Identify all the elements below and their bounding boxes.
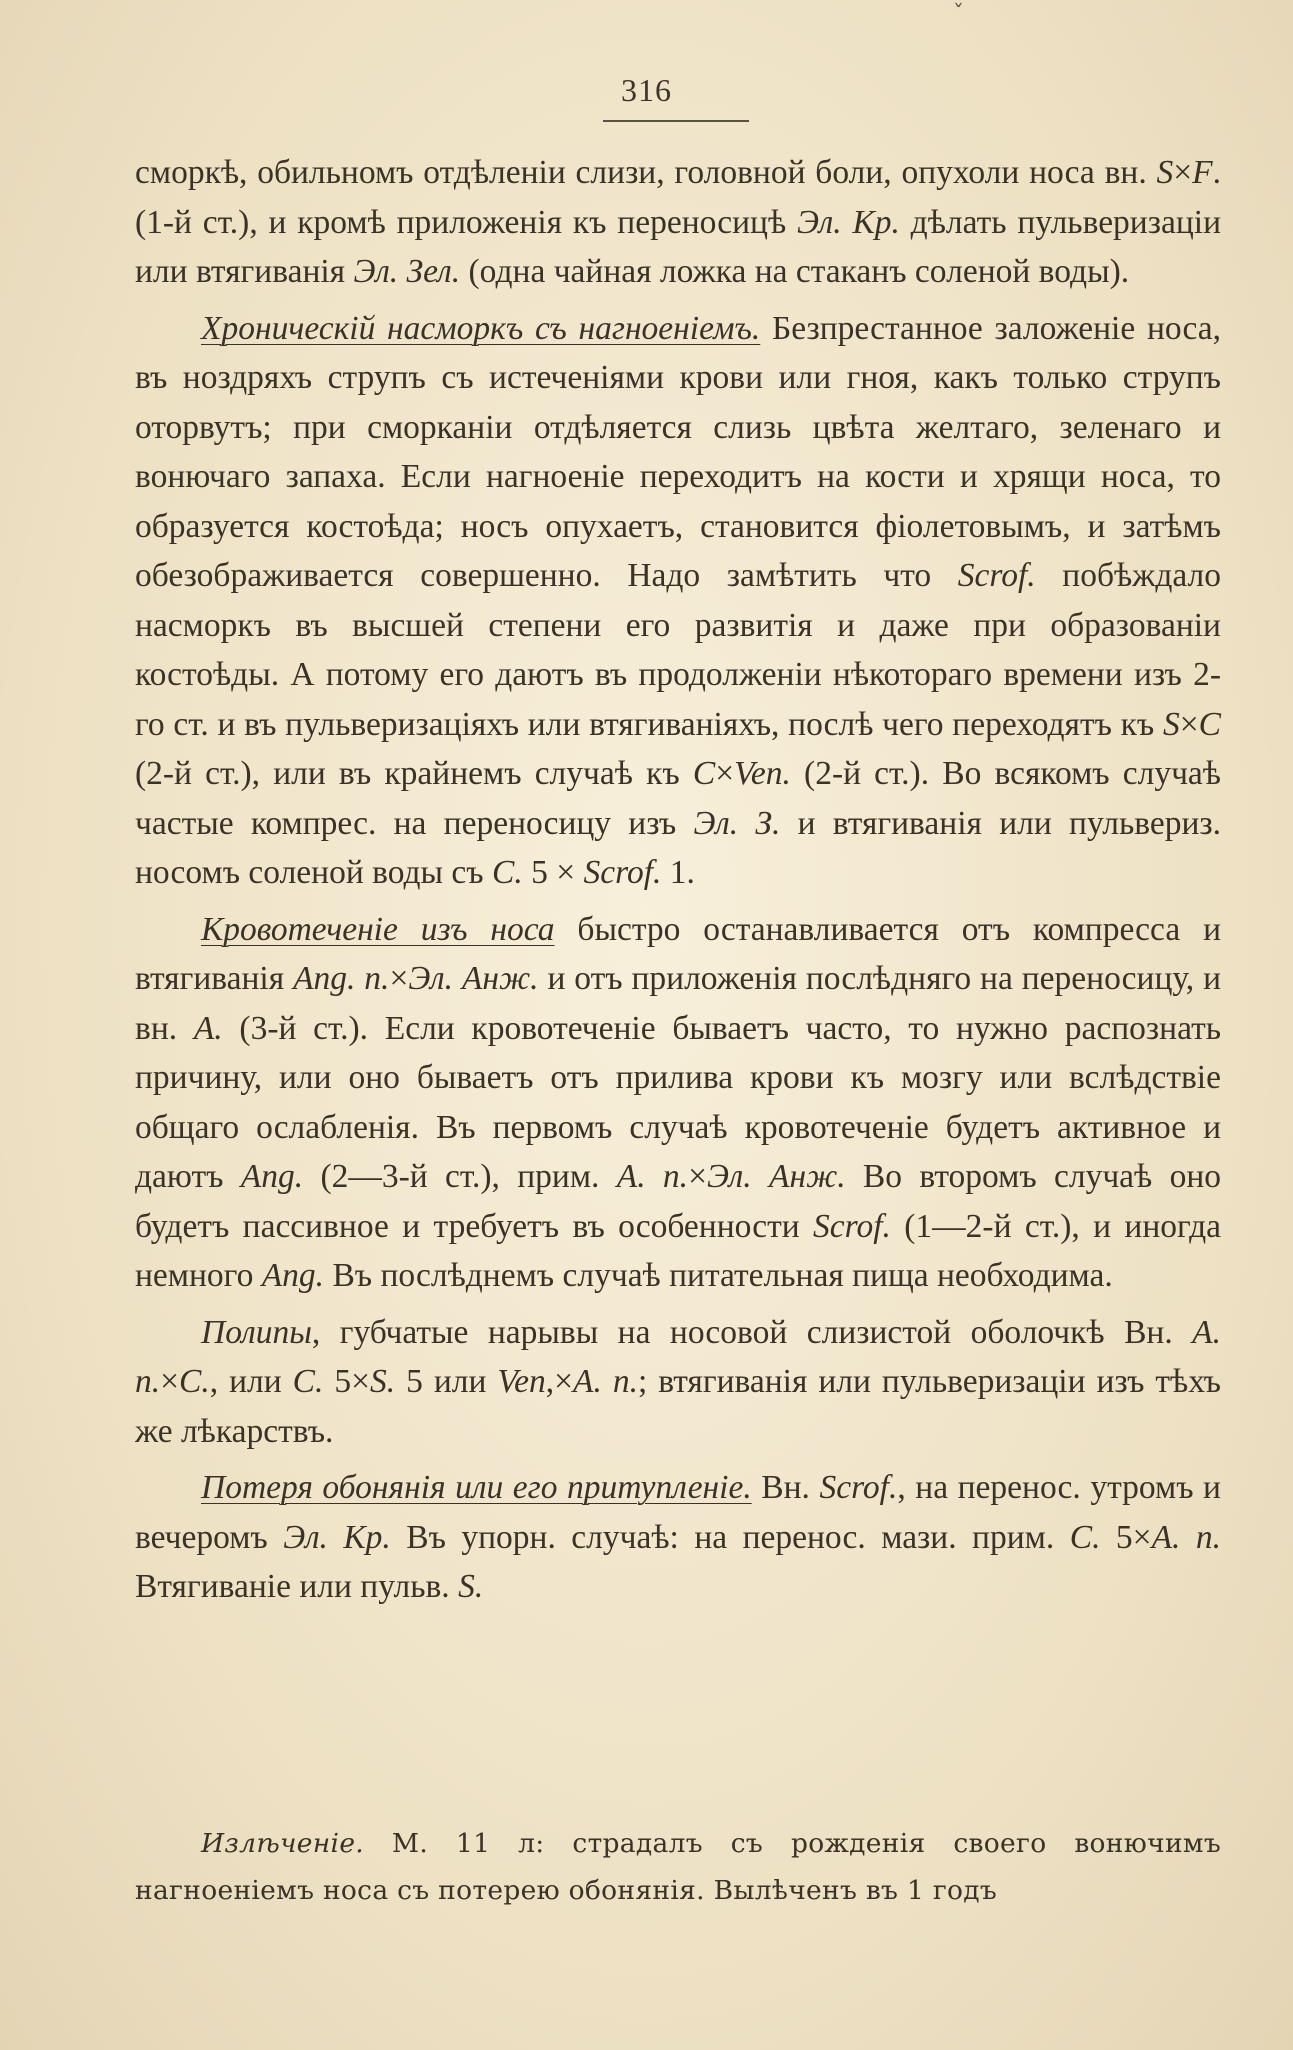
italic-term: Ang. bbox=[240, 1158, 304, 1195]
text-run: , на перенос. утромъ и вечеромъ bbox=[135, 1469, 1221, 1556]
italic-term: Эл. Анж. bbox=[706, 1158, 846, 1195]
text-run: × bbox=[160, 1363, 180, 1400]
text-run: Во второмъ случаѣ оно будетъ пассивное и требуетъ въ особенности bbox=[135, 1158, 1221, 1245]
italic-term: Scrof. bbox=[957, 557, 1036, 594]
text-run: Въ упорн. случаѣ: на перенос. мази. прим. bbox=[390, 1518, 1070, 1556]
italic-term: Scrof. bbox=[583, 854, 662, 891]
text-run: , или bbox=[209, 1363, 293, 1400]
italic-term: C. bbox=[179, 1363, 210, 1400]
text-run: М. 11 л: страдалъ съ рожденія своего вонючимъ нагноеніемъ носа съ потерею обонянія. Вылѣченъ въ 1 годъ bbox=[135, 1828, 1221, 1906]
italic-term: A. n. bbox=[573, 1363, 638, 1400]
text-run: побѣждало насморкъ въ высшей степени его развитія и даже при образованіи костоѣды. А потому его даютъ въ продолженіи нѣкотораго времени изъ 2-го ст. и въ пульверизаціяхъ или втягиваніяхъ, послѣ чего переходятъ къ bbox=[135, 557, 1222, 743]
text-run: (2-й ст.), или въ крайнемъ случаѣ къ bbox=[135, 755, 693, 792]
text-run: быстро останавливается отъ компресса и втягиванія bbox=[135, 910, 1221, 997]
text-run: и отъ приложенія послѣдняго на переносицу, и вн. bbox=[135, 960, 1221, 1047]
italic-term: A. n. bbox=[135, 1313, 1221, 1400]
text-run: 5 или bbox=[395, 1363, 498, 1400]
page-number: 316 bbox=[621, 72, 672, 108]
text-run: . (1-й ст.), и кромѣ приложенія къ переносицѣ bbox=[135, 154, 1221, 241]
ink-speck: ˇ bbox=[953, 2, 964, 27]
paragraph bbox=[135, 1463, 1221, 1612]
text-run: (2—3-й ст.), прим. bbox=[303, 1158, 617, 1195]
section-heading: Кровотеченіе изъ носа bbox=[201, 910, 555, 948]
italic-term: Ven. bbox=[734, 755, 791, 792]
text-run: × bbox=[715, 755, 735, 792]
italic-term: Эл. Кр. bbox=[796, 203, 900, 241]
italic-term: S bbox=[1162, 705, 1180, 743]
text-run: × bbox=[389, 960, 409, 997]
text-run: × bbox=[1179, 705, 1199, 743]
text-run: Вн. bbox=[751, 1469, 820, 1506]
italic-term: C. bbox=[492, 854, 523, 891]
italic-term: A. n. bbox=[1151, 1518, 1221, 1556]
text-run: × bbox=[688, 1158, 707, 1195]
italic-term: C bbox=[1198, 705, 1221, 743]
text-run: сморкѣ, обильномъ отдѣленіи слизи, головной боли, опухоли носа вн. bbox=[135, 154, 1157, 191]
paragraph bbox=[135, 148, 1221, 297]
italic-term: S. bbox=[370, 1363, 396, 1400]
text-run: (1—2-й ст.), и иногда немного bbox=[135, 1207, 1221, 1294]
text-run: , губчатые нарывы на носовой слизистой оболочкѣ Вн. bbox=[311, 1313, 1193, 1351]
text-run: 1. bbox=[661, 854, 695, 891]
italic-term: Эл. Кр. bbox=[283, 1518, 391, 1556]
italic-term: C bbox=[692, 755, 716, 792]
text-run: (3-й ст.). Если кровотеченіе бываетъ часто, то нужно распознать причину, или оно бываетъ отъ прилива крови къ мозгу или вслѣдствіе общаго ослабленія. Въ первомъ случаѣ кровотеченіе будетъ активное и даютъ bbox=[135, 1009, 1221, 1195]
italic-term: Излѣченіе. bbox=[201, 1828, 365, 1859]
paragraph bbox=[135, 1308, 1221, 1457]
text-run: Втягиваніе или пульв. bbox=[135, 1568, 459, 1605]
italic-term: Полипы bbox=[201, 1313, 312, 1351]
section-heading: Потеря обонянія или его притупленіе. bbox=[201, 1469, 752, 1506]
text-run: дѣлать пульверизаціи или втягиванія bbox=[135, 203, 1222, 290]
paragraph bbox=[135, 304, 1221, 898]
italic-term: C. bbox=[292, 1363, 324, 1400]
text-run: и втягиванія или пульвериз. носомъ соленой воды съ bbox=[135, 804, 1221, 891]
italic-term: S. bbox=[458, 1568, 484, 1605]
note-paragraph bbox=[135, 1820, 1221, 1914]
text-run: Безпрестанное заложеніе носа, въ ноздряхъ струпъ съ истеченіями крови или гноя, какъ только струпъ оторвутъ; при сморканіи отдѣляется слизь цвѣта желтаго, зеленаго и вонючаго запаха. Если нагноеніе переходитъ на кости и хрящи носа, то образуется костоѣда; носъ опухаетъ, становится фіолетовымъ, и затѣмъ обезображивается совершенно. Надо замѣтить что bbox=[135, 309, 1221, 594]
italic-term: Scrof. bbox=[813, 1207, 891, 1245]
paragraph bbox=[135, 905, 1221, 1301]
italic-term: C. bbox=[1069, 1518, 1101, 1556]
body-text bbox=[135, 148, 1221, 1612]
text-run: ; втягиванія или пульверизаціи изъ тѣхъ же лѣкарствъ. bbox=[135, 1363, 1222, 1450]
section-heading: Хроническій насморкъ съ нагноеніемъ. bbox=[201, 309, 761, 347]
italic-term: Эл. Анж. bbox=[408, 960, 539, 997]
italic-term: Scrof. bbox=[819, 1469, 898, 1506]
italic-term: Ang. n. bbox=[293, 960, 390, 997]
footnote-case-report bbox=[135, 1820, 1221, 1914]
italic-term: Ang. bbox=[261, 1257, 325, 1294]
italic-term: F bbox=[1192, 154, 1213, 191]
text-run: 5 × bbox=[522, 854, 584, 891]
text-run: ,× bbox=[545, 1363, 574, 1400]
text-run: 5× bbox=[1100, 1518, 1152, 1556]
italic-term: S bbox=[1156, 154, 1174, 191]
italic-term: Эл. Зел. bbox=[353, 253, 461, 290]
text-run: (одна чайная ложка на стаканъ соленой воды). bbox=[460, 253, 1130, 290]
page-number-rule bbox=[603, 120, 749, 122]
text-run: (2-й ст.). Во всякомъ случаѣ частые компрес. на переносицу изъ bbox=[135, 755, 1221, 842]
italic-term: Эл. З. bbox=[693, 804, 781, 842]
text-run: × bbox=[1173, 154, 1193, 191]
text-run: Въ послѣднемъ случаѣ питательная пища необходима. bbox=[324, 1257, 1113, 1294]
text-run: 5× bbox=[323, 1363, 371, 1400]
italic-term: A. bbox=[193, 1009, 223, 1047]
italic-term: Ven bbox=[497, 1363, 546, 1400]
italic-term: A. n. bbox=[616, 1158, 689, 1195]
